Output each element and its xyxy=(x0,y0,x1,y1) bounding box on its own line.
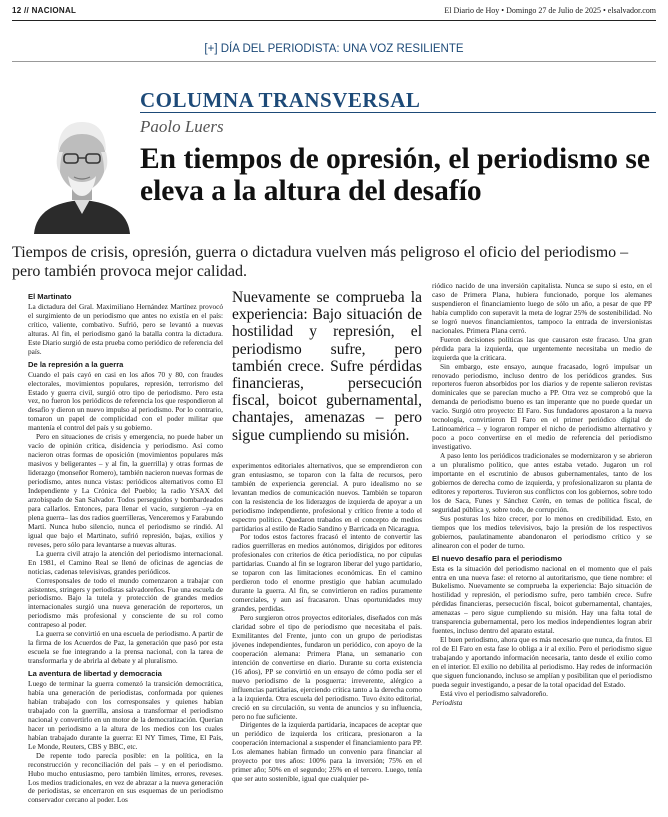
section-heading: El Martinato xyxy=(28,292,72,301)
paragraph: La guerra civil atrajo la atención del periodismo internacional. En 1981, el Camino Real se llenó de oficinas de agencias de noticias, cadenas televisivas, grandes periódicos. xyxy=(28,548,223,576)
author-portrait-icon xyxy=(28,110,136,234)
publication-info: El Diario de Hoy • Domingo 27 de Julio de 2025 • elsalvador.com xyxy=(444,5,656,15)
deck: Tiempos de crisis, opresión, guerra o dictadura vuelven más peligroso el oficio del periodismo – pero también provoca mejor calidad. xyxy=(12,244,629,280)
author-signature: Periodista xyxy=(432,697,463,707)
page-header xyxy=(12,3,656,17)
paragraph: Sin embargo, este ensayo, aunque fracasado, logró impulsar un renovado periodismo, incluso dentro de los periódicos grandes. Sus reporteros fueron absorbidos por los diarios y de repente salieron revistas dominicales que se parecían mucho a PP. Otra vez se comprobó que la demanda de periodismo bueno es tan imperante que no puede quedar un vacío. Surgió otro proyecto: El Faro. Sus fundadores apostaron a la nueva tecnología, convirtieron El Faro en el primer periódico digital de Latinoamérica – y lograron romper el nicho de periodismo alternativo y poco a poco convertirse en el medio de referencia del periodismo investigativo. xyxy=(432,361,652,452)
paragraph: La dictadura del Gral. Maximiliano Hernández Martínez provocó el surgimiento de un periodismo que antes no existía en el país: crítico, valiente, combativo. Sufrió, pero se levantó a nuevas alturas. Al fin, el periodismo ganó la batalla contra la dictadura. Este Diario surgió de esta prueba como periódico de referencia del país. xyxy=(28,301,223,356)
paragraph: El buen periodismo, ahora que es más necesario que nunca, da frutos. El rol de El Faro en esta fase lo obliga a ir al exilio. Pero el periodismo sigue trabajando y aportando información necesaria, tanto desde el exilio como en el interior. El exilio no debilita al periodismo. Hay redes de información que siguen funcionando, incluso se amplían y posibilitan que el periodismo pueda seguir investigando, a pesar de la total opacidad del Estado. xyxy=(432,635,652,689)
headline: En tiempos de opresión, el periodismo se eleva a la altura del desafío xyxy=(140,143,650,207)
paragraph: A paso lento los periódicos tradicionales se modernizaron y se abrieron a un pluralismo político, que antes estaba vetado. Jugaron un rol importante en el escrutinio de abusos gubernamentales, tanto de los gobiernos de derecha como de izquierda, y profesionalizaron su planta de editores y reporteros. Tuvieron sus conflictos con los gobiernos, sobre todo los de Saca, Funes y Sánchez Cerén, en temas de política fiscal, de seguridad pública y, sobre todo, de corrupción. xyxy=(432,451,652,514)
body-column-2 xyxy=(232,289,422,784)
paragraph: Sus posturas los hizo crecer, por lo menos en credibilidad. Esto, en tiempos que los medios televisivos, bajo la presión de los respectivos gobiernos, paulatinamente abandonaron el periodismo crítico y se alinearon con el poder de turno. xyxy=(432,513,652,550)
pull-quote: Nuevamente se comprueba la experiencia: Bajo situación de hostilidad y represión, el periodismo sufre, pero también crece. Sufre pérdidas financieras, persecución fiscal, boicot gubernamental, chantajes, amenazas – pero sigue cumpliendo su misión. xyxy=(232,289,422,444)
column-name: COLUMNA TRANSVERSAL xyxy=(140,88,421,112)
author-name: Paolo Luers xyxy=(140,117,224,136)
column-name-rule xyxy=(140,112,656,113)
page-section: 12 // NACIONAL xyxy=(12,5,77,15)
paragraph: Está vivo el periodismo salvadoreño. xyxy=(440,688,549,698)
paragraph: Pero en situaciones de crisis y emergencia, no puede haber un vacío de opinión crítica, disidencia y periodismo. Así como nacieron otras formas de oposición (movimientos populares más masivos y beligerantes – y al fin, la guerrilla) y otras formas de liderazgo (monseñor Romero), también nacieron nuevas formas de periodismo, antes nunca vistas: periódicos alternativos como El Independiente y La Crónica del Pueblo; la radio YSAX del arzobispado de San Salvador. Todos perseguidos y bombardeados para callarlos. Entonces, para llenar el vacío, surgieron –ya en plena guerra– las dos radios guerrilleras, Venceremos y Farabundo Martí. Nunca hubo silencio, nunca el periodismo se rindió. Al igual que bajo el Martinato, sufrió represión, bajas, exilios y reveses, pero sólo para levantarse a nuevas alturas. xyxy=(28,432,223,549)
paragraph: Cuando el país cayó en casi en los años 70 y 80, con fraudes electorales, movimientos populares, represión, terrorismo del Estado y guerra civil, surgió otro tipo de periodismo. Pero esta vez, no fueron los periódicos de referencia los que respondieron al desafío y dieron un nuevo impulso al periodismo. Por lo contrario, tomaron un papel de complicidad con el poder militar que mantenía el control del país y su gobierno. xyxy=(28,369,223,433)
paragraph: Por todos estos factores fracasó el intento de convertir las radios guerrilleras en medios autónomos, dirigidos por editores profesionales con criterios de ética periodística, no por cúpulas partidarias. Cuando al fin se lograron liberar del yugo partidario, se toparon con las limitaciones económicas. En el camino perdieron todo el enorme prestigio que habían acumulado durante la guerra. Al fin, se convirtieron en radios puramente comerciales, y aun así fracasaron. Unas oportunidades muy grandes, perdidas. xyxy=(232,532,422,614)
paragraph: La guerra se convirtió en una escuela de periodismo. A partir de la firma de los Acuerdos de Paz, la generación que pasó por esta escuela se fue integrando a la prensa nacional, con la tarea de transformarla y de abrirla al debate y al pluralismo. xyxy=(28,629,223,666)
author-photo xyxy=(28,110,136,234)
kicker: [+] DÍA DEL PERIODISTA: UNA VOZ RESILIENTE xyxy=(204,43,464,55)
header-rule xyxy=(12,20,656,21)
paragraph: Pero surgieron otros proyectos editoriales, diseñados con más claridad sobre el tipo de periodismo que necesitaba el país. Exmilitantes del Frente, junto con un grupo de periodistas jóvenes independientes, fundaron un periódico, con apoyo de la cooperación alemana: Primera Plana, un semanario con intención de convertirse en diario. Durante su corta existencia (16 años), PP se convirtió en un ensayo de cómo podía ser el nuevo periodismo de la posguerra: irreverente, alérgico a influencias partidarias, ejerciendo crítica tanto a la derecha como a la izquierda. Otra escuela del periodismo. Tuvo éxito editorial, creció en su circulación, su venta de anuncios y su influencia, pero no fue suficiente. xyxy=(232,613,422,721)
paragraph: Corresponsales de todo el mundo comenzaron a trabajar con asistentes, stringers y periodistas salvadoreños. Fue una escuela de periodismo. Bajo la tutela y protección de grandes medios internacionales surgió una nueva generación de reporteros, un periodismo más profesional y consciente de su rol como contrapeso al poder. xyxy=(28,575,223,630)
paragraph: Luego de terminar la guerra comenzó la transición democrática, había una generación de periodistas, conformada por quienes habían trabajado con los corresponsales y quienes habían trabajado con la guerrilla, ansiosa a transformar el periodismo nacional y convertirlo en un motor de la democratización. Querían hacer un periodismo a la altura de los medios con los cuales habían trabajado durante la guerra: El NY Times, Time, El País, Le Monde, Reuters, CBS y BBC, etc. xyxy=(28,679,223,751)
section-heading: De la represión a la guerra xyxy=(28,359,124,369)
paragraph: Dirigentes de la izquierda partidaria, incapaces de aceptar que un periódico de izquierda los criticara, presionaron a la cooperación internacional a suspender el financiamiento para PP. Los alemanes habían firmado un convenio para financiar al proyecto por tres años: 100% para la inversión; 75% en el primer año; 50% en el segundo; 25% en el tercero. Luego, tenía que ser auto sostenible, igual que cualquier pe- xyxy=(232,720,422,784)
body-column-1 xyxy=(28,289,223,805)
paragraph: experimentos editoriales alternativos, que se emprendieron con gran entusiasmo, se toparon con la falta de recursos, pero también de experiencia gerencial. A puro idealismo no se levantan medios de comunicación nuevos. También se toparon con la resistencia de los liderazgos de izquierda de apoyar a un periodismo independiente, profesional y crítico frente a todo el espectro político. Quedaron trabados en el concepto de medios partidarios al estilo de Radio Sandino y Barricada en Nicaragua. xyxy=(232,460,422,533)
kicker-rule xyxy=(12,61,656,62)
paragraph: Fueron decisiones políticas las que causaron este fracaso. Una gran pérdida para la izquierda, que urgentemente necesitaba un medio de izquierda que la criticara. xyxy=(432,334,652,362)
section-heading: El nuevo desafío para el periodismo xyxy=(432,553,562,563)
paragraph: Esta es la situación del periodismo nacional en el momento que el país entra en una nueva fase: el retorno al autoritarismo, que tiene nombre: el Bukelismo. Nuevamente se comprueba la experiencia: Bajo situación de hostilidad y represión, el periodismo sufre, pero también crece. Sufre pérdidas financieras, persecución fiscal, boicot gubernamental, chantajes, amenazas – pero sigue cumpliendo su misión. Hay una falta total de transparencia gubernamental, pero los medios independientes logran abrir fuentes, incluso dentro del aparato estatal. xyxy=(432,563,652,636)
paragraph: De repente todo parecía posible: en la política, en la reconstrucción y reconciliación del país – y en el periodismo. Hubo mucho entusiasmo, pero también límites, errores, reveses. Los medios tradicionales, en vez de abrazar a la nueva generación de periodistas, se encerraron en sus esquemas de un periodismo conservador cercano al poder. Los xyxy=(28,750,223,805)
section-heading: La aventura de libertad y democracia xyxy=(28,669,162,679)
body-column-3 xyxy=(432,282,652,708)
paragraph: riódico nacido de una inversión capitalista. Nunca se supo si esto, en el caso de Primera Plana, hubiera funcionado, porque los alemanes suspendieron el financiamiento luego de sólo un año, a pesar de que PP había cumplido con superavit la meta de lograr 25% de sostenibilidad. No se logró nuevos financiamientos, tampoco la entrada de inversionistas nacionales. Primera Plana cerró. xyxy=(432,281,652,335)
